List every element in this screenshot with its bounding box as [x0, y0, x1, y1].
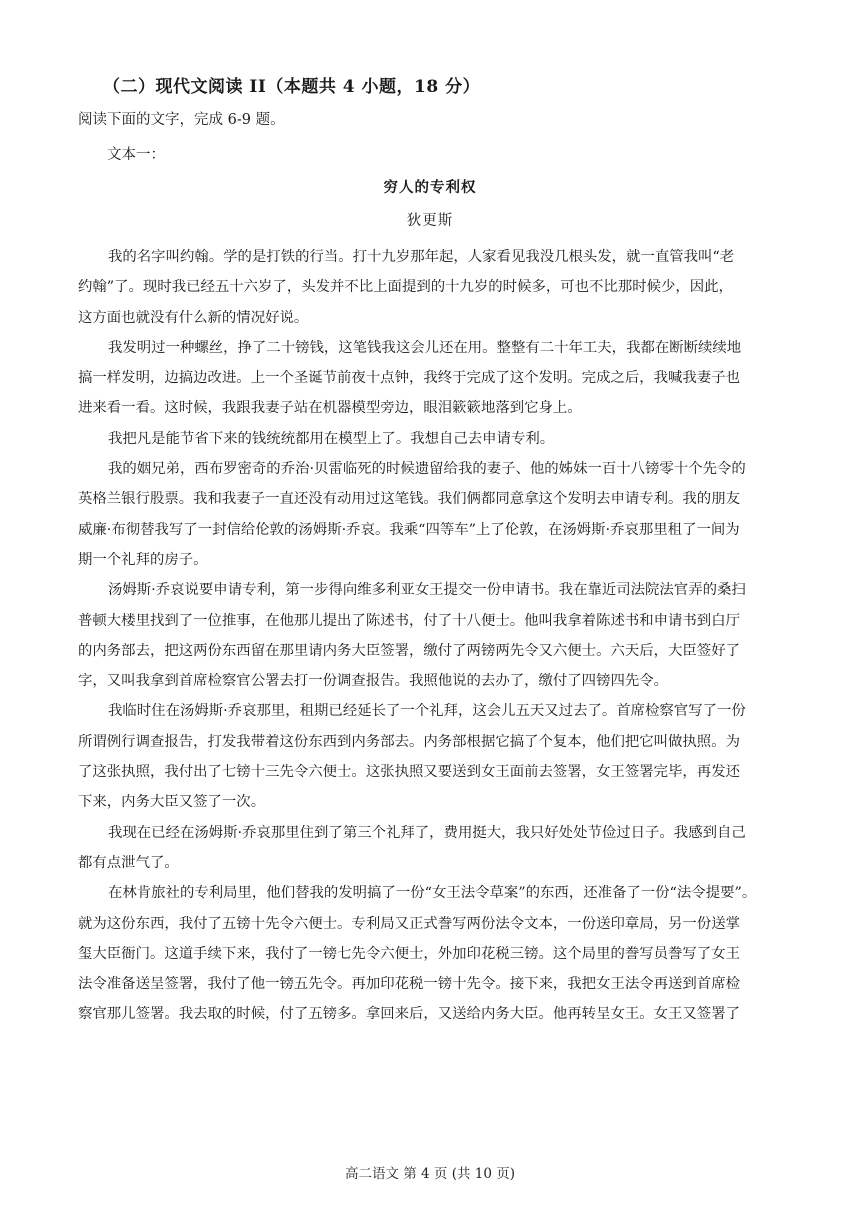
body-line: 了这张执照，我付出了七镑十三先令六便士。这张执照又要送到女王面前去签署，女王签署完毕，再发还 [78, 764, 740, 781]
body-line: 英格兰银行股票。我和我妻子一直还没有动用过这笔钱。我们俩都同意拿这个发明去申请专利。我的朋友 [78, 491, 740, 508]
body-line: 所谓例行调查报告，打发我带着这份东西到内务部去。内务部根据它搞了个复本，他们把它叫做执照。为 [78, 733, 740, 750]
article-body [78, 242, 778, 1030]
body-line: 我发明过一种螺丝，挣了二十镑钱，这笔钱我这会儿还在用。整整有二十年工夫，我都在断断续续地 [108, 339, 742, 356]
body-line: 就为这份东西，我付了五镑十先令六便士。专利局又正式誊写两份法令文本，一份送印章局，另一份送掌 [78, 915, 740, 932]
body-line: 玺大臣衙门。这道手续下来，我付了一镑七先令六便士，外加印花税三镑。这个局里的誊写员誊写了女王 [78, 945, 740, 962]
body-line: 这方面也就没有什么新的情况好说。 [78, 309, 309, 326]
body-line: 我的名字叫约翰。学的是打铁的行当。打十九岁那年起，人家看见我没几根头发，就一直管我叫“老 [108, 249, 735, 265]
section-title: （二）现代文阅读 II（本题共 4 小题，18 分） [103, 77, 481, 97]
page-footer: 高二语文 第 4 页 (共 10 页) [344, 1166, 516, 1182]
body-line: 期一个礼拜的房子。 [78, 551, 208, 568]
body-line: 我把凡是能节省下来的钱统统都用在模型上了。我想自己去申请专利。 [108, 430, 555, 447]
body-line: 字，又叫我拿到首席检察官公署去打一份调查报告。我照他说的去办了，缴付了四镑四先令。 [78, 673, 669, 690]
body-line: 都有点泄气了。 [78, 854, 179, 871]
body-line: 下来，内务大臣又签了一次。 [78, 794, 266, 811]
reading-instruction: 阅读下面的文字，完成 6-9 题。 [78, 112, 285, 128]
body-line: 我现在已经在汤姆斯·乔哀那里住到了第三个礼拜了，费用挺大，我只好处处节俭过日子。我感到自己 [108, 824, 746, 841]
article-title: 穷人的专利权 [383, 179, 477, 196]
body-line: 察官那儿签署。我去取的时候，付了五镑多。拿回来后，又送给内务大臣。他再转呈女王。女王又签署了 [78, 1006, 740, 1023]
body-line: 在林肯旅社的专利局里，他们替我的发明搞了一份“女王法令草案”的东西，还准备了一份“法令提要”。 [108, 885, 757, 902]
body-line: 约翰”了。现时我已经五十六岁了，头发并不比上面提到的十九岁的时候多，可也不比那时候少，因此， [78, 279, 733, 296]
text-label: 文本一： [107, 147, 165, 163]
body-line: 威廉·布彻替我写了一封信给伦敦的汤姆斯·乔哀。我乘“四等车”上了伦敦，在汤姆斯·乔哀那里租了一间为 [78, 521, 740, 538]
body-line: 法令准备送呈签署，我付了他一镑五先令。再加印花税一镑十先令。接下来，我把女王法令再送到首席检 [78, 976, 740, 993]
article-author: 狄更斯 [406, 213, 454, 229]
body-line: 我的姻兄弟，西布罗密奇的乔治·贝雷临死的时候遗留给我的妻子、他的姊妹一百十八镑零十个先令的 [108, 461, 746, 478]
body-line: 普顿大楼里找到了一位推事，在他那儿提出了陈述书，付了十八便士。他叫我拿着陈述书和申请书到白厅 [78, 612, 740, 629]
body-line: 进来看一看。这时候，我跟我妻子站在机器模型旁边，眼泪簌簌地落到它身上。 [78, 400, 582, 417]
body-line: 汤姆斯·乔哀说要申请专利，第一步得向维多利亚女王提交一份申请书。我在靠近司法院法官弄的桑扫 [108, 582, 746, 599]
body-line: 的内务部去，把这两份东西留在那里请内务大臣签署，缴付了两镑两先令又六便士。六天后，大臣签好了 [78, 642, 740, 659]
body-line: 搞一样发明，边搞边改进。上一个圣诞节前夜十点钟，我终于完成了这个发明。完成之后，我喊我妻子也 [78, 370, 740, 387]
body-line: 我临时住在汤姆斯·乔哀那里，租期已经延长了一个礼拜，这会儿五天又过去了。首席检察官写了一份 [108, 703, 746, 720]
